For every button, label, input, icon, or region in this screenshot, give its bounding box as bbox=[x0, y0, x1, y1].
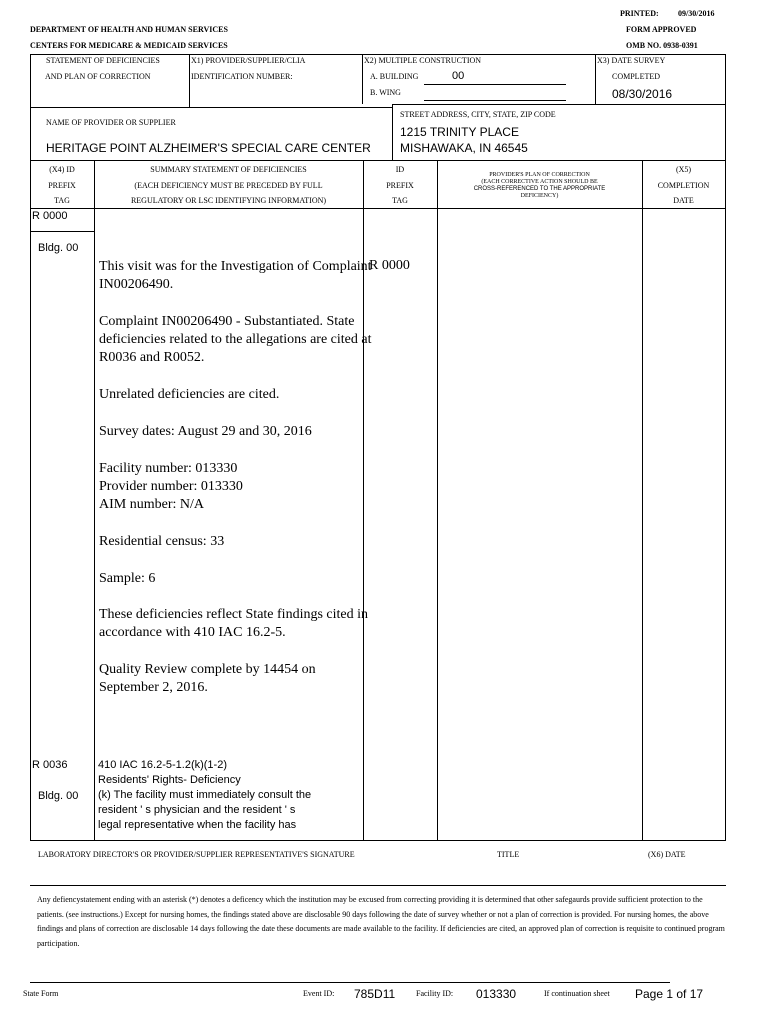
summary-paragraph: Residential census: 33 bbox=[99, 534, 225, 549]
signature-label: LABORATORY DIRECTOR'S OR PROVIDER/SUPPLIER REPRESENTATIVE'S SIGNATURE bbox=[38, 850, 355, 859]
event-id-value: 785D11 bbox=[354, 987, 396, 1001]
summary-paragraph: AIM number: N/A bbox=[99, 497, 204, 512]
x2-title: X2) MULTIPLE CONSTRUCTION bbox=[364, 56, 482, 65]
summary-paragraph: Facility number: 013330 bbox=[99, 461, 238, 476]
summary-paragraph: Quality Review complete by 14454 on September 2, 2016. bbox=[99, 662, 316, 695]
plan-label-1: PROVIDER'S PLAN OF CORRECTION bbox=[489, 172, 590, 178]
summary-paragraph: These deficiencies reflect State findings cited in accordance with 410 IAC 16.2-5. bbox=[99, 607, 369, 640]
survey-date-value: 08/30/2016 bbox=[612, 87, 673, 101]
form-approved: FORM APPROVED bbox=[626, 25, 697, 34]
plan-label-4: DEFICIENCY) bbox=[520, 193, 559, 199]
disclaimer-text: Any defiencystatement ending with an asterisk (*) denotes a deficency which the institution may be excused from correcting providing it is determined that other safegaurds provide sufficient protection to the patients. (see instructions.) Except for nursing homes, the findings stated above are disclosable 90 days following the date of survey whether or not a plan of correction is provided. For nursing homes, the above findings and plans of correction are disclosable 14 days following the date these documents are made available to the facility. If deficiencies are cited, an approved plan of correction is requisite to continued program participation. bbox=[37, 895, 725, 949]
title-label: TITLE bbox=[497, 850, 520, 859]
provider-name: HERITAGE POINT ALZHEIMER'S SPECIAL CARE CENTER bbox=[46, 141, 371, 155]
printed-date: 09/30/2016 bbox=[678, 9, 715, 18]
r0036-line: (k) The facility must immediately consult the bbox=[98, 789, 312, 801]
bldg-r0000: Bldg. 00 bbox=[38, 242, 79, 254]
r0036-line: 410 IAC 16.2-5-1.2(k)(1-2) bbox=[98, 759, 227, 771]
state-form-label: State Form bbox=[23, 989, 59, 998]
tag-r0036: R 0036 bbox=[32, 759, 68, 771]
facility-id-value: 013330 bbox=[476, 987, 517, 1001]
x1-label-2: IDENTIFICATION NUMBER: bbox=[191, 72, 293, 81]
tag-r0000-right: R 0000 bbox=[369, 258, 410, 273]
summary-paragraph: Provider number: 013330 bbox=[99, 479, 243, 494]
id-label-3: TAG bbox=[392, 196, 408, 205]
summary-paragraph: This visit was for the Investigation of Complaint IN00206490. bbox=[99, 259, 372, 292]
building-label: A. BUILDING bbox=[370, 72, 419, 81]
building-value: 00 bbox=[452, 70, 465, 82]
summary-label-3: REGULATORY OR LSC IDENTIFYING INFORMATION) bbox=[130, 196, 327, 205]
page-number: Page 1 of 17 bbox=[635, 987, 704, 1001]
wing-label: B. WING bbox=[370, 88, 401, 97]
r0036-line: legal representative when the facility has bbox=[98, 819, 297, 831]
x4-label-2: PREFIX bbox=[48, 181, 76, 190]
plan-label-3: CROSS-REFERENCED TO THE APPROPRIATE bbox=[473, 186, 606, 192]
department-title: DEPARTMENT OF HEALTH AND HUMAN SERVICES bbox=[30, 25, 228, 34]
event-id-label: Event ID: bbox=[303, 989, 335, 998]
r0036-line: Residents' Rights- Deficiency bbox=[98, 774, 241, 786]
facility-id-label: Facility ID: bbox=[416, 989, 454, 998]
continuation-label: If continuation sheet bbox=[544, 989, 610, 998]
r0036-line: resident ' s physician and the resident ' s bbox=[98, 804, 296, 816]
printed-label: PRINTED: bbox=[620, 9, 659, 18]
address-line-2: MISHAWAKA, IN 46545 bbox=[400, 141, 528, 155]
statement-label-2: AND PLAN OF CORRECTION bbox=[45, 72, 151, 81]
summary-paragraph: Complaint IN00206490 - Substantiated. State deficiencies related to the allegations are cited at R0036 and R0052. bbox=[99, 314, 372, 365]
x1-label-1: X1) PROVIDER/SUPPLIER/CLIA bbox=[191, 56, 306, 65]
x5-label-2: COMPLETION bbox=[657, 181, 710, 190]
id-label-1: ID bbox=[395, 165, 405, 174]
x4-label-3: TAG bbox=[54, 196, 70, 205]
x4-label-1: (X4) ID bbox=[49, 165, 75, 174]
omb-number: OMB NO. 0938-0391 bbox=[626, 41, 698, 50]
centers-title: CENTERS FOR MEDICARE & MEDICAID SERVICES bbox=[30, 41, 228, 50]
tag-r0000: R 0000 bbox=[32, 210, 68, 222]
x3-label-1: X3) DATE SURVEY bbox=[597, 56, 666, 65]
x5-label-3: DATE bbox=[673, 196, 694, 205]
bldg-r0036: Bldg. 00 bbox=[38, 790, 79, 802]
summary-label-1: SUMMARY STATEMENT OF DEFICIENCIES bbox=[150, 165, 307, 174]
plan-label-2: (EACH CORRECTIVE ACTION SHOULD BE bbox=[481, 179, 598, 185]
x3-label-2: COMPLETED bbox=[612, 72, 660, 81]
summary-paragraph: Sample: 6 bbox=[99, 571, 156, 586]
address-line-1: 1215 TRINITY PLACE bbox=[400, 125, 519, 139]
date-label: (X6) DATE bbox=[648, 850, 686, 859]
provider-name-label: NAME OF PROVIDER OR SUPPLIER bbox=[46, 118, 176, 127]
id-label-2: PREFIX bbox=[386, 181, 414, 190]
x5-label-1: (X5) bbox=[675, 165, 692, 174]
summary-paragraph: Unrelated deficiencies are cited. bbox=[99, 387, 280, 402]
address-label: STREET ADDRESS, CITY, STATE, ZIP CODE bbox=[400, 110, 556, 119]
summary-label-2: (EACH DEFICIENCY MUST BE PRECEDED BY FULL bbox=[134, 181, 323, 190]
statement-label-1: STATEMENT OF DEFICIENCIES bbox=[46, 56, 160, 65]
summary-paragraph: Survey dates: August 29 and 30, 2016 bbox=[99, 424, 312, 439]
